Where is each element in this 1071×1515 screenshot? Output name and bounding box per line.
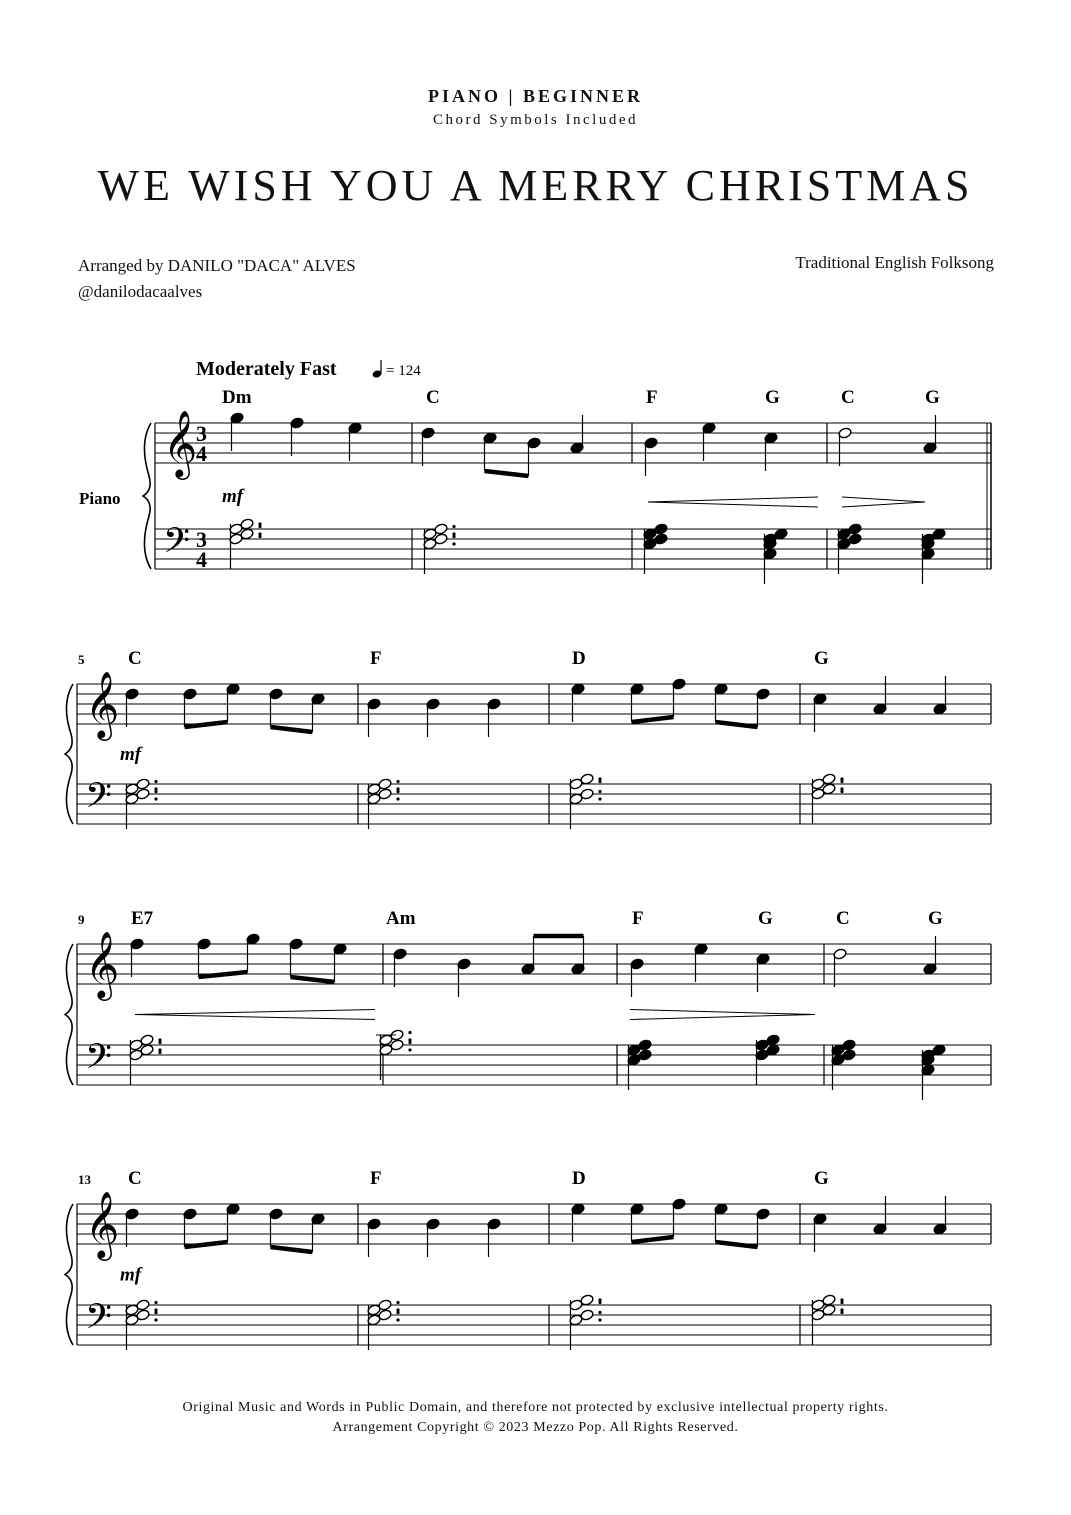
chord-symbol: G [814, 1168, 829, 1189]
chord-symbol: G [765, 387, 780, 408]
note-beam [485, 471, 529, 476]
measure-number: 13 [78, 1172, 91, 1187]
augmentation-dot [598, 790, 601, 793]
augmentation-dot [408, 1048, 411, 1051]
chord-symbol: E7 [131, 908, 154, 929]
chord-symbol: C [836, 908, 850, 929]
augmentation-dot [396, 780, 399, 783]
treble-clef-icon: 𝄞 [85, 1190, 120, 1258]
measure-number: 5 [78, 652, 85, 667]
dynamic-marking: mf [120, 1264, 142, 1286]
note-beam [185, 722, 228, 727]
treble-clef-icon: 𝄞 [163, 409, 198, 477]
song-title: WE WISH YOU A MERRY CHRISTMAS [97, 161, 974, 210]
chord-note: Chord Symbols Included [433, 112, 638, 128]
tempo-text: Moderately Fast [196, 358, 337, 380]
tempo-value: = 124 [386, 363, 421, 379]
chord-symbol: F [370, 648, 382, 669]
brace [65, 684, 73, 824]
bass-time-numerator: 3 [196, 527, 207, 552]
chord-symbol: C [841, 387, 855, 408]
staff-system [65, 1168, 991, 1350]
augmentation-dot [452, 525, 455, 528]
footer-line-1: Original Music and Words in Public Domain, and therefore not protected by exclusive intellectual property rights. [182, 1400, 889, 1415]
chord-symbol: Dm [222, 387, 252, 408]
augmentation-dot [598, 1298, 601, 1301]
augmentation-dot [598, 1311, 601, 1314]
dynamic-marking: mf [222, 486, 244, 507]
augmentation-dot [840, 787, 843, 790]
chord-symbol: G [758, 908, 773, 929]
note-beam [716, 1242, 758, 1247]
treble-time-denominator: 4 [196, 441, 207, 466]
decrescendo-hairpin [630, 1010, 815, 1020]
note-beam [632, 1237, 674, 1242]
chord-symbol: F [632, 908, 644, 929]
augmentation-dot [840, 1298, 843, 1301]
augmentation-dot [598, 777, 601, 780]
note-beam [271, 1247, 313, 1252]
staff-system [65, 908, 991, 1100]
chord-symbol: Am [386, 908, 416, 929]
bass-clef-icon: 𝄢 [85, 1036, 113, 1085]
note-beam [199, 972, 248, 977]
note-beam [632, 717, 674, 722]
brace [65, 1204, 73, 1345]
arranger-name: Arranged by DANILO "DACA" ALVES [78, 256, 356, 275]
bass-time-denominator: 4 [196, 547, 207, 572]
note-beam [271, 727, 313, 732]
chord-symbol: C [426, 387, 440, 408]
augmentation-dot [452, 532, 455, 535]
augmentation-dot [396, 1301, 399, 1304]
composer: Traditional English Folksong [795, 253, 994, 272]
chord-symbol: G [925, 387, 940, 408]
chord-symbol: C [128, 1168, 142, 1189]
arranger-handle: @danilodacaalves [78, 282, 203, 301]
augmentation-dot [396, 1308, 399, 1311]
augmentation-dot [408, 1031, 411, 1034]
crescendo-hairpin [135, 1010, 375, 1020]
chord-symbol: C [128, 648, 142, 669]
augmentation-dot [158, 1048, 161, 1051]
augmentation-dot [154, 797, 157, 800]
brace [143, 423, 151, 569]
augmentation-dot [598, 797, 601, 800]
augmentation-dot [840, 777, 843, 780]
arranger-block [78, 253, 356, 305]
note-beam [716, 722, 758, 727]
treble-clef-icon: 𝄞 [85, 670, 120, 738]
decrescendo-hairpin [842, 497, 925, 507]
difficulty-level: PIANO | BEGINNER [428, 86, 643, 106]
augmentation-dot [396, 1318, 399, 1321]
chord-symbol: G [928, 908, 943, 929]
chord-symbol: D [572, 1168, 586, 1189]
bass-clef-icon: 𝄢 [85, 1296, 113, 1345]
augmentation-dot [154, 1301, 157, 1304]
note-beam [291, 977, 335, 982]
augmentation-dot [258, 522, 261, 525]
augmentation-dot [840, 1308, 843, 1311]
note-beam [185, 1242, 228, 1247]
chord-symbol: G [814, 648, 829, 669]
instrument-name: Piano [79, 489, 121, 508]
augmentation-dot [154, 780, 157, 783]
treble-clef-icon: 𝄞 [85, 930, 120, 998]
dynamic-marking: mf [120, 744, 142, 765]
measure-number: 9 [78, 912, 85, 927]
chord-symbol: F [370, 1168, 382, 1189]
augmentation-dot [396, 797, 399, 800]
staff-system [143, 387, 991, 584]
brace [65, 944, 73, 1085]
bass-clef-icon: 𝄢 [85, 775, 113, 824]
chord-symbol: D [572, 648, 586, 669]
augmentation-dot [154, 1308, 157, 1311]
crescendo-hairpin [648, 497, 818, 507]
treble-time-numerator: 3 [196, 421, 207, 446]
augmentation-dot [396, 787, 399, 790]
music-score [0, 340, 1071, 1400]
augmentation-dot [154, 1318, 157, 1321]
staff-system [65, 648, 991, 829]
augmentation-dot [452, 542, 455, 545]
augmentation-dot [598, 1318, 601, 1321]
augmentation-dot [154, 787, 157, 790]
augmentation-dot [158, 1038, 161, 1041]
augmentation-dot [258, 532, 261, 535]
footer-line-2: Arrangement Copyright © 2023 Mezzo Pop. All Rights Reserved. [332, 1420, 739, 1435]
chord-symbol: F [646, 387, 658, 408]
bass-clef-icon: 𝄢 [163, 520, 191, 569]
augmentation-dot [408, 1038, 411, 1041]
